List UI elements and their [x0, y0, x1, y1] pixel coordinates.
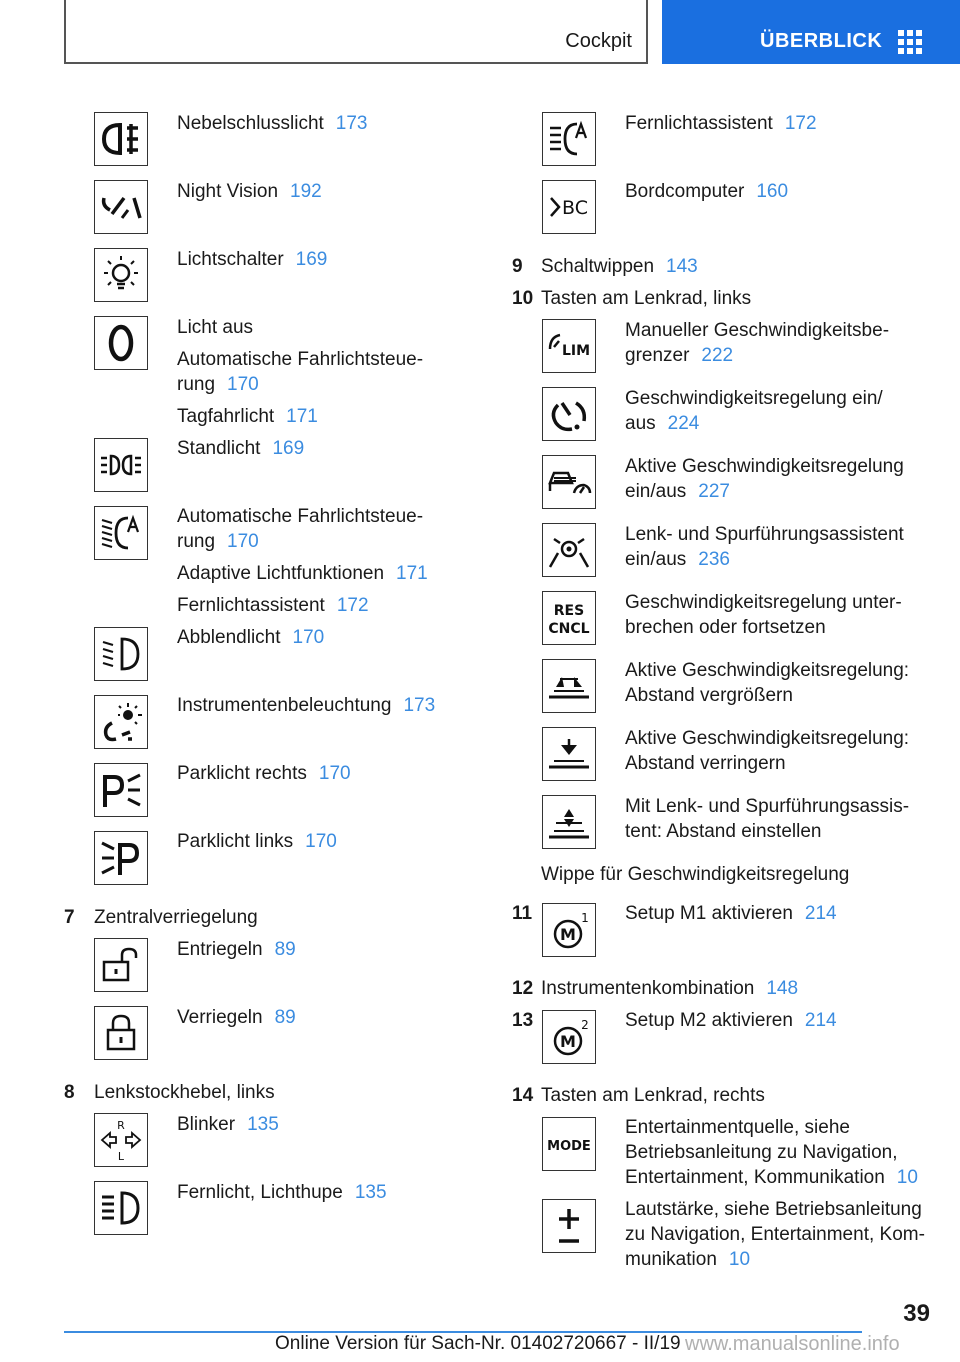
entry-fog-rear-light: Nebelschlusslicht 173 — [177, 113, 368, 134]
res-cncl-icon — [542, 591, 596, 645]
svg-text:M: M — [560, 925, 576, 944]
night-vision-icon — [94, 180, 148, 234]
page-ref[interactable]: 170 — [292, 627, 325, 648]
unlock-icon — [94, 938, 148, 992]
entry-low-beam: Abblendlicht 170 — [177, 627, 325, 648]
section-number: 14 — [512, 1085, 534, 1106]
entry-unlock: Entriegeln 89 — [177, 939, 296, 960]
section-label-steering-buttons-right: Tasten am Lenkrad, rechts — [541, 1085, 765, 1106]
m2-icon — [542, 1010, 596, 1064]
entry-distance-increase: Aktive Geschwindigkeitsregelung: Abstand vergrößern — [625, 660, 910, 706]
rocker-label: Wippe für Geschwindigkeitsregelung — [541, 864, 850, 885]
page-ref[interactable]: 173 — [335, 113, 368, 134]
active-cruise-icon — [542, 455, 596, 509]
entry-adaptive-light: Adaptive Lichtfunktionen 171 — [177, 563, 428, 584]
section-number: 9 — [512, 256, 523, 277]
section-number: 12 — [512, 978, 534, 999]
page-ref[interactable]: 169 — [295, 249, 328, 270]
page-ref[interactable]: 170 — [305, 831, 337, 852]
entry-daytime-light: Tagfahrlicht 171 — [177, 406, 318, 427]
instrument-lighting-icon — [94, 695, 148, 749]
svg-text:M: M — [560, 1032, 576, 1051]
entry-distance-decrease: Aktive Geschwindigkeitsregelung: Abstand verringern — [625, 728, 910, 774]
page-ref[interactable]: 173 — [403, 695, 436, 716]
page-ref[interactable]: 170 — [227, 531, 259, 552]
header-section-box — [64, 0, 648, 64]
grid-menu-icon — [898, 30, 922, 52]
page-ref[interactable]: 171 — [396, 563, 428, 584]
footer-online-version: Online Version für Sach-Nr. 01402720667 - II/19 — [275, 1333, 681, 1354]
page-ref[interactable]: 169 — [272, 438, 305, 459]
page-number: 39 — [903, 1300, 930, 1327]
section-label-left-stalk: Lenkstockhebel, links — [94, 1082, 275, 1103]
parking-light-icon — [94, 438, 148, 492]
watermark: www.manualsonline.info — [685, 1333, 900, 1355]
entry-on-board-computer: Bordcomputer 160 — [625, 181, 789, 202]
svg-text:CNCL: CNCL — [548, 621, 590, 637]
entry-light-off: Licht aus — [177, 317, 254, 338]
entry-parking-light-right: Parklicht rechts 170 — [177, 763, 351, 784]
parking-light-left-icon — [94, 831, 148, 885]
page-ref[interactable]: 10 — [728, 1249, 751, 1270]
page-ref[interactable]: 148 — [766, 978, 799, 999]
section-label-instrument-cluster: Instrumentenkombination 148 — [541, 978, 799, 999]
entry-lane-assist: Lenk- und Spurführungsassistent ein/aus 236 — [625, 524, 904, 570]
mode-icon — [542, 1117, 596, 1171]
entry-night-vision: Night Vision 192 — [177, 181, 322, 202]
lane-assist-icon — [542, 523, 596, 577]
page-ref[interactable]: 224 — [667, 413, 700, 434]
section-number: 8 — [64, 1082, 75, 1103]
entry-high-beam-assistant-left: Fernlichtassistent 172 — [177, 595, 369, 616]
lock-icon — [94, 1006, 148, 1060]
distance-decrease-icon — [542, 727, 596, 781]
high-beam-assistant-icon — [542, 112, 596, 166]
page-ref[interactable]: 192 — [290, 181, 322, 202]
speed-limiter-icon — [542, 319, 596, 373]
section-label-shift-paddles: Schaltwippen 143 — [541, 256, 698, 277]
distance-adjust-icon — [542, 795, 596, 849]
svg-text:LIM: LIM — [561, 343, 591, 359]
entry-cruise-interrupt: Geschwindigkeitsregelung unter- brechen oder fortsetzen — [625, 592, 902, 638]
low-beam-icon — [94, 627, 148, 681]
entry-high-beam-assistant: Fernlichtassistent 172 — [625, 113, 817, 134]
m1-icon — [542, 903, 596, 957]
section-label-central-locking: Zentralverriegelung — [94, 907, 258, 928]
entry-distance-adjust: Mit Lenk- und Spurführungsassis- tent: Abstand einstellen — [625, 796, 910, 842]
svg-text:RES: RES — [553, 603, 585, 619]
entry-speed-limiter: Manueller Geschwindigkeitsbe- grenzer 222 — [625, 320, 890, 366]
header-section-title: Cockpit — [565, 30, 632, 52]
distance-increase-icon — [542, 659, 596, 713]
entry-volume: Lautstärke, siehe Betriebsanleitung zu Navigation, Entertainment, Kom- munikation 10 — [625, 1199, 925, 1270]
page-ref[interactable]: 222 — [701, 345, 734, 366]
bc-icon — [542, 180, 596, 234]
fog-rear-light-icon — [94, 112, 148, 166]
entry-parking-light-left: Parklicht links 170 — [177, 831, 337, 852]
section-number: 10 — [512, 288, 534, 309]
page-ref[interactable]: 172 — [784, 113, 817, 134]
svg-text:R: R — [117, 1119, 125, 1132]
entry-light-switch: Lichtschalter 169 — [177, 249, 328, 270]
page-ref[interactable]: 160 — [756, 181, 789, 202]
page-ref[interactable]: 143 — [666, 256, 698, 277]
page-ref[interactable]: 170 — [318, 763, 351, 784]
svg-text:1: 1 — [581, 911, 589, 925]
high-beam-icon — [94, 1181, 148, 1235]
page-ref[interactable]: 227 — [698, 481, 730, 502]
turn-signal-icon — [94, 1113, 148, 1167]
auto-headlight-icon — [94, 506, 148, 560]
header-overview-tab[interactable] — [662, 0, 960, 64]
svg-text:MODE: MODE — [547, 1139, 591, 1154]
page-ref[interactable]: 89 — [274, 939, 296, 960]
page-ref[interactable]: 10 — [896, 1167, 918, 1188]
section-number: 7 — [64, 907, 75, 928]
page-ref[interactable]: 214 — [804, 1010, 837, 1031]
cruise-control-icon — [542, 387, 596, 441]
svg-text:2: 2 — [581, 1018, 589, 1032]
page-ref[interactable]: 135 — [354, 1182, 387, 1203]
svg-text:BC: BC — [562, 197, 588, 219]
light-off-icon — [94, 316, 148, 370]
entry-turn-signal: Blinker 135 — [177, 1114, 279, 1135]
entry-setup-m1: Setup M1 aktivieren 214 — [625, 903, 837, 924]
entry-entertainment-source: Entertainmentquelle, siehe Betriebsanleitung zu Navigation, Entertainment, Kommunikation 10 — [625, 1117, 918, 1188]
entry-active-cruise: Aktive Geschwindigkeitsregelung ein/aus 227 — [625, 456, 904, 502]
page-ref[interactable]: 171 — [286, 406, 318, 427]
section-number: 13 — [512, 1010, 534, 1031]
page-ref[interactable]: 89 — [274, 1007, 296, 1028]
entry-setup-m2: Setup M2 aktivieren 214 — [625, 1010, 837, 1031]
svg-text:L: L — [117, 1150, 125, 1163]
page-ref[interactable]: 236 — [698, 549, 730, 570]
parking-light-right-icon — [94, 763, 148, 817]
section-label-steering-buttons-left: Tasten am Lenkrad, links — [541, 288, 752, 309]
page-ref[interactable]: 172 — [336, 595, 369, 616]
light-switch-icon — [94, 248, 148, 302]
entry-auto-headlight-control: Automatische Fahrlichtsteue- rung 170 — [177, 349, 424, 395]
entry-lock: Verriegeln 89 — [177, 1007, 296, 1028]
entry-parking-light: Standlicht 169 — [177, 438, 305, 459]
page-ref[interactable]: 135 — [247, 1114, 279, 1135]
entry-auto-headlight: Automatische Fahrlichtsteue- rung 170 — [177, 506, 424, 552]
header-tab-label: ÜBERBLICK — [760, 30, 883, 52]
page-ref[interactable]: 170 — [227, 374, 259, 395]
section-number: 11 — [512, 903, 533, 924]
page-ref[interactable]: 214 — [804, 903, 837, 924]
entry-cruise-control: Geschwindigkeitsregelung ein/ aus 224 — [625, 388, 883, 434]
entry-instrument-lighting: Instrumentenbeleuchtung 173 — [177, 695, 436, 716]
volume-icon — [542, 1199, 596, 1253]
entry-high-beam: Fernlicht, Lichthupe 135 — [177, 1182, 387, 1203]
